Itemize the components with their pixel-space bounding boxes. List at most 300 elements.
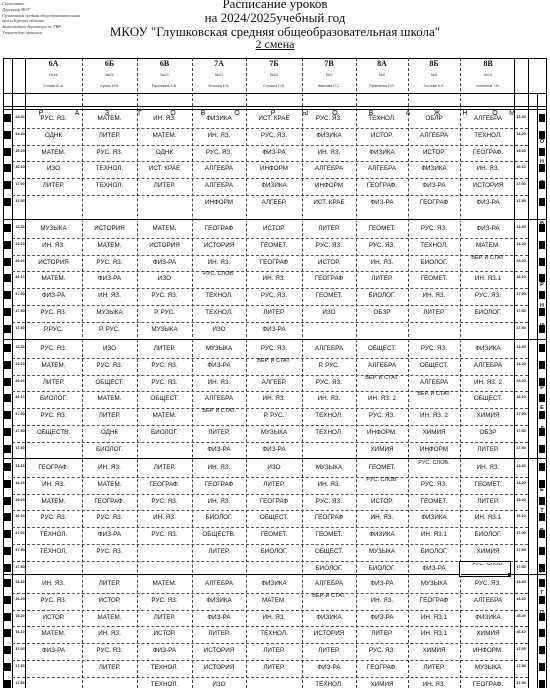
stamp-line: Заместитель директора по УВР <box>2 24 61 30</box>
lesson-cell: ФИЗИКА <box>316 613 342 621</box>
lesson-cell: МУЗЫКА <box>420 580 448 587</box>
lesson-cell: ИН. ЯЗ. <box>207 131 231 139</box>
lesson-cell: ГЕОГРАФ. <box>366 664 398 671</box>
letter-row-char: Ж <box>433 110 441 117</box>
class-teacher-9: Копченов Т.В. <box>476 84 500 88</box>
time-label-right: 13.30 <box>516 464 526 468</box>
class-room-9: №13 <box>483 73 493 77</box>
lesson-cell: ВЕР. И СТАТ. <box>471 254 505 261</box>
lesson-cell: Р.РУС. <box>43 325 64 333</box>
lesson-cell: ИН. ЯЗ.1 <box>474 514 502 522</box>
day-name-letter: Е <box>540 548 544 555</box>
lesson-cell: ХИМИЯ <box>476 548 500 555</box>
lesson-cell: ИН. ЯЗ. <box>317 148 341 156</box>
lesson-cell: РУС. ЯЗ. <box>40 309 67 316</box>
time-label-left: 14.20 <box>15 596 25 601</box>
time-label-left: 14.20 <box>15 131 25 136</box>
day-marker <box>539 663 545 671</box>
day-name-letter: Д <box>540 425 544 432</box>
lesson-cell: РУС. ЯЗ. <box>96 361 123 369</box>
day-marker <box>539 579 545 587</box>
lesson-cell: АЛГЕБРА <box>367 361 397 369</box>
lesson-cell: ФИЗ-РА <box>207 361 231 369</box>
lesson-cell: ГЕОГРАФ <box>314 514 344 522</box>
stamp-line: Директор МОУ <box>2 6 30 12</box>
lesson-cell: ЛИТЕР. <box>98 580 121 587</box>
day-name-letter: Т <box>540 651 544 657</box>
lesson-cell: РУС. ЯЗ. <box>315 497 343 505</box>
lesson-cell: РУС. ЯЗ. <box>96 647 123 655</box>
lesson-cell: АЛГЕБРА <box>314 580 344 587</box>
time-label-right: 13.30 <box>516 345 526 349</box>
lesson-cell: ФИЗ-РА <box>207 613 231 621</box>
letter-row-char: М <box>509 110 515 117</box>
day-name-letter: В <box>540 528 544 534</box>
letter-row-char: О <box>234 110 240 117</box>
lesson-cell: ЛИТЕР. <box>42 378 65 386</box>
day-separator <box>3 219 547 220</box>
time-marker <box>4 680 11 688</box>
lesson-cell: ЛИТЕР. <box>42 182 65 190</box>
time-label-right: 17.00 <box>516 412 526 417</box>
day-marker <box>539 497 545 505</box>
lesson-cell: АЛГЕБРА <box>419 131 449 139</box>
lesson-cell: ЛИТЕР. <box>153 613 176 621</box>
lesson-cell: РУС. ЯЗ. <box>474 580 502 587</box>
lesson-cell: ИН. ЯЗ. <box>207 258 231 266</box>
letter-row-char: Н <box>462 110 468 117</box>
time-label-right: 17.50 <box>516 199 526 203</box>
time-marker <box>4 308 11 316</box>
lesson-cell: ИН. ЯЗ.1 <box>474 275 502 283</box>
lesson-cell: ЛИТЕР. <box>153 464 176 471</box>
day-name-letter: Т <box>540 241 544 247</box>
time-marker <box>4 131 11 139</box>
lesson-cell: ФИЗ-РА <box>262 148 286 156</box>
lesson-cell: ЛИТЕР. <box>153 182 176 190</box>
lesson-cell: ИСТ. КРАЕ <box>313 199 345 206</box>
lesson-cell: РУС. ЯЗ. <box>40 596 67 604</box>
lesson-cell: РУС. ЯЗ. <box>420 225 448 232</box>
lesson-cell: ИН. ЯЗ. <box>153 514 176 522</box>
lesson-cell: АЛГЕБРА <box>473 115 503 122</box>
time-label-left: 17.50 <box>15 445 25 450</box>
time-marker <box>4 411 11 419</box>
time-label-left: 17.50 <box>15 309 25 313</box>
time-label-right: 15.20 <box>516 148 526 153</box>
grid-header-border <box>3 93 547 94</box>
lesson-cell: АЛГЕБРА <box>473 361 503 369</box>
time-label-left: 15.20 <box>15 258 25 263</box>
lesson-cell: ЛИТЕР. <box>263 647 285 655</box>
lesson-cell: РУС. ЯЗ. <box>368 412 396 420</box>
class-header-8: 8Б <box>429 59 439 68</box>
lesson-cell: РУС. ЯЗ. <box>260 292 288 300</box>
day-marker <box>539 411 545 419</box>
day-marker <box>539 164 545 172</box>
row-divider <box>12 544 528 545</box>
letter-row-char: Р <box>38 110 44 117</box>
lesson-cell: ОБЛР <box>425 115 443 122</box>
lesson-cell: РУС. ЯЗ. <box>96 514 123 522</box>
lesson-cell: ФИЗ-РА <box>97 275 122 283</box>
time-marker <box>4 663 11 671</box>
lesson-cell: ТЕХНОЛ. <box>39 531 68 539</box>
time-label-right: 13.30 <box>516 580 526 584</box>
lesson-cell: ИСТОРИЯ <box>313 630 345 638</box>
lesson-cell: ОБЩЕСТ. <box>419 361 449 369</box>
lesson-cell: ГЕОМЕТ. <box>315 531 343 539</box>
time-label-right: 17.00 <box>516 292 526 297</box>
lesson-cell: ИН. ЯЗ. <box>42 580 65 587</box>
lesson-cell: ИСТОРИЯ <box>472 182 504 190</box>
lesson-cell: РУС. ЯЗ. <box>40 514 67 522</box>
selected-cell[interactable] <box>459 561 511 577</box>
day-name-letter: Р <box>540 384 544 391</box>
time-marker <box>4 428 11 436</box>
lesson-cell: ЛИТЕР. <box>371 275 393 283</box>
lesson-cell: ИН. ЯЗ. <box>207 464 231 471</box>
document-title: Расписание уроков <box>222 0 328 11</box>
lesson-cell: ИН. ЯЗ. <box>317 395 341 403</box>
lesson-cell: ВЕР. И СТАТ. <box>312 592 346 599</box>
lesson-cell: ФИЗИКА <box>261 580 287 587</box>
lesson-cell: МУЗЫКА <box>40 225 67 232</box>
lesson-cell: ТЕХНОЛ. <box>315 412 343 420</box>
day-name-letter: Р <box>540 569 544 575</box>
lesson-cell: ГЕОГРАФ <box>419 199 449 206</box>
time-label-right: 14.20 <box>516 361 526 366</box>
class-teacher-5: Ступина Н.В. <box>262 84 285 88</box>
time-label-left: 17.00 <box>15 647 25 652</box>
letter-row-char: В <box>200 110 206 117</box>
day-name-letter: Д <box>540 200 544 206</box>
stamp-line: Утверждаю приказом <box>2 29 43 35</box>
lesson-cell: АЛГЕБРА <box>314 345 344 352</box>
lesson-cell: ЛИТЕР. <box>98 664 121 671</box>
time-label-left: 15.20 <box>15 497 25 502</box>
lesson-cell: ОБЩЕСТ. <box>95 378 124 386</box>
row-divider <box>12 408 528 409</box>
class-teacher-7: Рябенкова Е.В. <box>369 84 395 88</box>
lesson-cell: ЛИТЕР. <box>423 664 445 671</box>
letter-row-border <box>3 106 547 107</box>
day-marker <box>539 291 545 299</box>
day-name-letter: Т <box>540 507 544 514</box>
class-room-3: №23 <box>160 73 169 77</box>
time-label-right: 17.50 <box>516 680 526 685</box>
lesson-cell: РУС. ЯЗ. <box>315 115 343 122</box>
lesson-cell: АЛГЕБРА <box>204 165 234 173</box>
lesson-cell: ГЕОГРАФ. <box>472 148 504 156</box>
lesson-cell: ГЕОГРАФ. <box>472 680 504 688</box>
time-label-right: 16.10 <box>516 395 526 400</box>
day-separator <box>3 339 547 340</box>
time-label-right: 17.50 <box>516 664 526 668</box>
time-label-right: 14.20 <box>516 131 526 136</box>
time-label-left: 14.20 <box>15 241 25 246</box>
lesson-cell: ИН. ЯЗ. 2 <box>368 395 396 403</box>
lesson-cell: ИН. ЯЗ. <box>422 680 446 688</box>
day-name-letter: К <box>540 343 544 350</box>
lesson-cell: РУС. СЛОВ. <box>366 476 398 483</box>
day-name-letter: О <box>539 138 545 145</box>
time-label-left: 17.50 <box>15 199 25 203</box>
lesson-cell: ИН. ЯЗ. <box>422 292 446 300</box>
time-label-left: 16.10 <box>15 630 25 635</box>
lesson-cell: ЛИТЕР. <box>153 345 176 352</box>
lesson-cell: Р. РУС. <box>263 412 285 420</box>
lesson-cell: ИСТОРИЯ <box>94 225 125 232</box>
lesson-cell: ИН. ЯЗ.1 <box>420 613 448 621</box>
lesson-cell: ВЕР. И СТАТ. <box>202 408 236 415</box>
day-name-letter: Н <box>540 302 544 309</box>
time-label-right: 16.10 <box>516 514 526 519</box>
lesson-cell: ФИЗ-РА <box>422 182 446 190</box>
lesson-cell: РУС. ЯЗ. <box>151 378 178 386</box>
class-room-7: №6 <box>378 73 386 77</box>
lesson-cell: МУЗЫКА <box>96 309 123 316</box>
lesson-cell: Р. РУС. <box>318 361 340 369</box>
row-divider <box>12 660 528 661</box>
time-marker <box>4 344 11 352</box>
time-marker <box>4 198 11 206</box>
time-label-right: 17.50 <box>516 564 526 569</box>
class-header-5: 7Б <box>269 59 279 68</box>
lesson-cell: МАТЕМ. <box>97 115 122 122</box>
time-label-left: 14.20 <box>15 480 25 485</box>
school-year: на 2024/2025учебный год <box>204 10 346 25</box>
time-marker <box>4 291 11 299</box>
row-divider <box>12 128 528 129</box>
lesson-cell: БИОЛОГ. <box>96 445 123 453</box>
day-marker <box>539 394 545 402</box>
lesson-cell: ОБЩЕСТВ. <box>36 429 71 436</box>
time-label-left: 16.10 <box>15 395 25 400</box>
time-label-left: 17.00 <box>15 292 25 297</box>
lesson-cell: РУС. ЯЗ. <box>151 292 178 300</box>
class-room-4: №21 <box>214 73 224 77</box>
lesson-cell: ОДНК <box>100 429 119 436</box>
time-marker <box>4 497 11 505</box>
time-marker <box>4 274 11 282</box>
lesson-cell: ИСТ. КРАЕ <box>148 165 181 173</box>
time-label-left: 13.30 <box>15 345 25 349</box>
lesson-cell: ЛИТЕР. <box>98 131 121 139</box>
day-name-letter: В <box>540 220 544 227</box>
lesson-cell: ОБЩЕСТВ. <box>202 531 236 539</box>
class-header-9: 8В <box>483 59 493 68</box>
lesson-cell: РУС. ЯЗ. <box>474 292 502 300</box>
lesson-cell: ФИЗ-РА <box>152 647 177 655</box>
lesson-cell: ФИЗИКА <box>369 531 395 539</box>
lesson-cell: МАТЕМ. <box>41 497 66 505</box>
lesson-cell: ЛИТЕР. <box>477 497 499 505</box>
lesson-cell: БИОЛОГ. <box>474 309 502 316</box>
row-divider <box>12 425 528 426</box>
lesson-cell: ОБЩЕСТ. <box>259 514 289 522</box>
lesson-cell: ИН. ЯЗ. <box>98 292 121 300</box>
day-separator <box>3 109 547 110</box>
lesson-cell: РУС. ЯЗ. <box>151 531 178 539</box>
lesson-cell: ИН. ЯЗ. <box>476 464 500 471</box>
lesson-cell: ФИЗ-РА <box>97 531 122 539</box>
lesson-cell: ГЕОГРАФ <box>419 596 449 604</box>
row-divider <box>12 677 528 678</box>
lesson-cell: ИСТОР. <box>317 258 341 266</box>
class-header-7: 8А <box>377 59 387 68</box>
lesson-cell: ИЗО <box>157 275 172 283</box>
lesson-cell: РУС. ЯЗ. <box>315 378 343 386</box>
lesson-cell: ЛИТЕР. <box>98 412 121 420</box>
lesson-cell: ИСТОРИЯ <box>203 241 235 249</box>
lesson-cell: ФИЗ-РА <box>207 445 231 453</box>
time-label-right: 14.20 <box>516 480 526 485</box>
letter-row-char: Р <box>270 110 276 117</box>
lesson-cell: РУС. СЛОВ. <box>418 460 450 466</box>
lesson-cell: РУС. СЛОВ. <box>472 560 504 567</box>
lesson-cell: ИН. ЯЗ. <box>370 514 394 522</box>
lesson-cell: ИСТОРИЯ <box>38 258 69 266</box>
lesson-cell: ВЕР. И СТАТ. <box>417 391 451 398</box>
lesson-cell: ФИЗИКА <box>316 131 342 139</box>
class-header-6: 7В <box>324 59 334 68</box>
lesson-cell: ФИЗ-РА <box>370 580 394 587</box>
time-marker <box>4 629 11 637</box>
lesson-cell: ТЕХНОЛ. <box>150 680 179 688</box>
lesson-cell: ИСТОР. <box>98 596 121 604</box>
lesson-cell: ИСТОР. <box>422 148 446 156</box>
time-label-right: 17.00 <box>516 531 526 536</box>
time-label-right: 17.50 <box>516 548 526 552</box>
lesson-cell: ГЕОГРАФ. <box>366 182 398 190</box>
time-label-left: 16.10 <box>15 165 25 170</box>
class-room-6: №3 <box>325 73 333 77</box>
class-teacher-3: Растопина А.В. <box>151 84 178 88</box>
lesson-cell: МАТЕМ. <box>97 395 122 403</box>
lesson-cell: БИОЛОГ. <box>315 564 343 572</box>
lesson-cell: РУС. ЯЗ. <box>315 241 343 249</box>
lesson-cell: БИОЛОГ. <box>40 395 67 403</box>
lesson-cell: ГЕОМЕТ. <box>315 292 343 300</box>
day-name-letter: Я <box>540 630 544 637</box>
row-divider <box>12 145 528 146</box>
lesson-cell: ТЕХНОЛ. <box>420 241 448 249</box>
time-label-right: 17.50 <box>516 445 526 450</box>
day-name-letter: С <box>540 364 544 370</box>
lesson-cell: МАТЕМ. <box>476 241 500 249</box>
class-teacher-8: Гостева Л.Л. <box>423 84 445 88</box>
lesson-cell: ФИЗ-РА <box>476 225 500 232</box>
lesson-cell: РУС. ЯЗ. <box>420 480 448 488</box>
lesson-cell: ИН. ЯЗ.1 <box>420 630 448 638</box>
lesson-cell: ФИЗИКА <box>369 148 395 156</box>
lesson-cell: ТЕХНОЛ. <box>39 548 68 555</box>
time-label-right: 17.00 <box>516 182 526 187</box>
lesson-cell: МАТЕМ. <box>97 480 122 488</box>
lesson-cell: ИЗО <box>212 325 226 333</box>
lesson-cell: ФИЗ-РА <box>370 199 394 206</box>
time-marker <box>4 148 11 156</box>
day-name-letter: Г <box>540 589 544 596</box>
time-label-left: 17.50 <box>15 680 25 685</box>
row-divider <box>12 305 528 306</box>
lesson-cell: ФИЗИКА <box>475 613 501 621</box>
day-name-letter: А <box>540 446 544 452</box>
time-marker <box>4 164 11 172</box>
time-col-r-right <box>528 58 529 688</box>
time-marker <box>4 547 11 555</box>
time-marker <box>4 513 11 521</box>
day-name-letter: И <box>540 323 544 329</box>
day-marker <box>539 148 545 156</box>
time-label-right: 17.50 <box>516 309 526 313</box>
lesson-cell: ТЕХНОЛ. <box>368 115 396 122</box>
lesson-cell: ГЕОГРАФ <box>204 225 234 232</box>
lesson-cell: ФИЗ-РА <box>317 664 341 671</box>
letter-row-char: Ы <box>301 110 309 117</box>
lesson-cell: ФИЗИКА <box>261 182 287 190</box>
row-divider <box>12 195 528 196</box>
time-marker <box>4 224 11 232</box>
time-marker <box>4 579 11 587</box>
time-marker <box>4 181 11 189</box>
lesson-cell: ИСТОР. <box>370 497 394 505</box>
lesson-cell: ИЗО <box>102 345 117 352</box>
day-marker <box>539 308 545 316</box>
time-label-left: 14.20 <box>15 361 25 366</box>
time-label-left: 17.50 <box>15 548 25 552</box>
lesson-cell: ИНФОРМ <box>419 445 449 453</box>
lesson-cell: ОБЗР <box>479 429 497 436</box>
lesson-cell: ОДНК <box>155 148 174 156</box>
time-marker <box>4 325 11 333</box>
class-header-2: 6Б <box>104 59 115 68</box>
lesson-cell: ИНФОРМ <box>204 199 234 206</box>
lesson-cell: ФИЗ-РА <box>476 199 500 206</box>
class-room-1: №16 <box>49 73 58 77</box>
lesson-cell: РУС. ЯЗ. <box>260 131 288 139</box>
lesson-cell: МУЗЫКА <box>315 464 343 471</box>
lesson-cell: РУС. ЯЗ. <box>40 345 67 352</box>
lesson-cell: ИН. ЯЗ. <box>207 378 231 386</box>
letter-row-char: А <box>405 110 411 117</box>
lesson-cell: ИН. ЯЗ. <box>42 480 65 488</box>
lesson-cell: ИН. ЯЗ. <box>42 241 65 249</box>
row-divider <box>12 442 528 443</box>
lesson-cell: МУЗЫКА <box>205 345 233 352</box>
lesson-cell: БИОЛОГ. <box>368 564 396 572</box>
letter-row-char: В <box>368 110 374 117</box>
lesson-cell: РУС. ЯЗ. <box>151 596 178 604</box>
lesson-cell: РУС. ЯЗ. <box>96 548 123 555</box>
row-divider <box>12 322 528 323</box>
lesson-cell: РУС. ЯЗ. <box>96 148 123 156</box>
lesson-cell: ХИМИЯ <box>422 429 446 436</box>
row-divider <box>12 626 528 627</box>
lesson-cell: МАТЕМ. <box>152 580 177 587</box>
class-teacher-1: Сотова Ю.А. <box>42 84 64 88</box>
lesson-cell: ИН. ЯЗ. <box>262 613 286 621</box>
lesson-cell: ОБЩЕСТ. <box>367 345 397 352</box>
time-marker <box>4 530 11 538</box>
day-name-letter: О <box>539 261 545 268</box>
stamp-line: школа Курской области <box>2 18 45 24</box>
lesson-cell: ГЕОМЕТ. <box>260 241 288 249</box>
row-divider <box>12 527 528 528</box>
selection-handle[interactable] <box>508 573 511 576</box>
time-marker <box>4 564 11 572</box>
